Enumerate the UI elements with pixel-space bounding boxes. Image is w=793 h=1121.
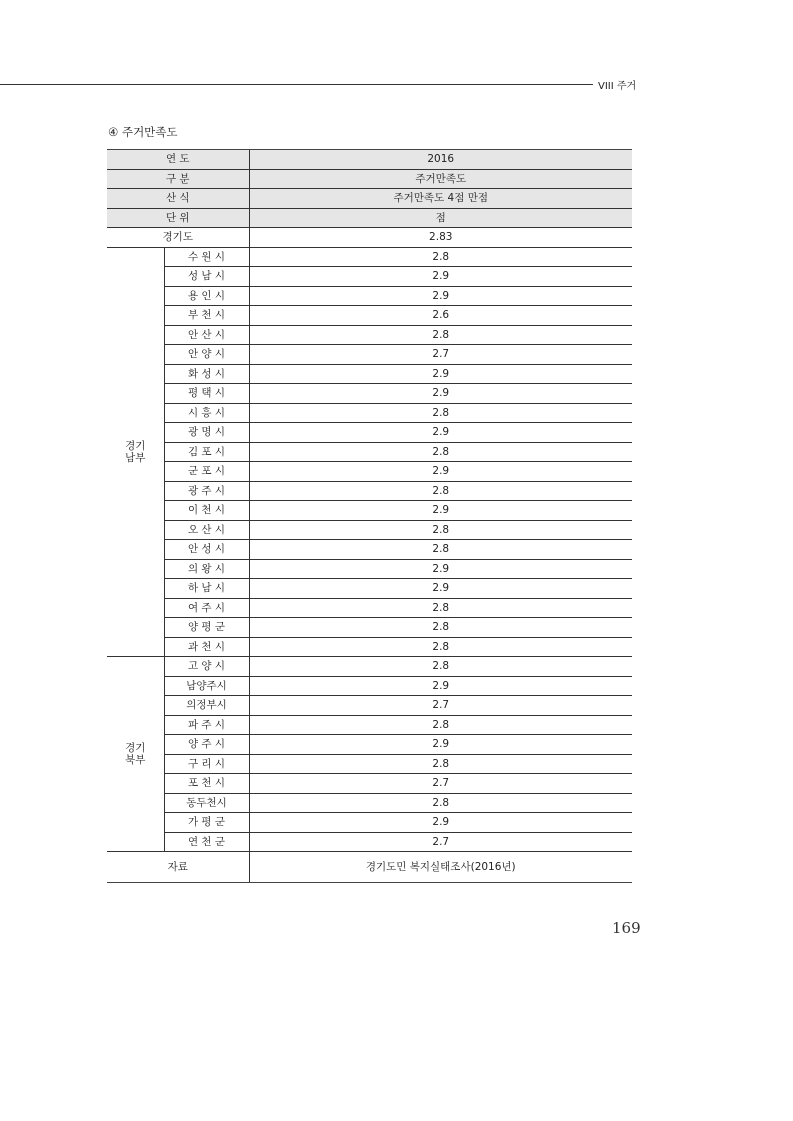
city-value: 2.6 [249, 306, 632, 326]
city-value: 2.7 [249, 774, 632, 794]
table-row [107, 793, 632, 813]
city-name: 고 양 시 [164, 657, 249, 677]
city-value: 2.9 [249, 462, 632, 482]
city-value: 2.9 [249, 501, 632, 521]
province-label: 경기도 [107, 228, 249, 248]
table-row [107, 267, 632, 287]
table-row [107, 462, 632, 482]
city-value: 2.8 [249, 715, 632, 735]
city-name: 수 원 시 [164, 247, 249, 267]
table-row [107, 754, 632, 774]
region-group-label: 경기 남부 [107, 247, 164, 657]
city-value: 2.9 [249, 559, 632, 579]
table-row [107, 696, 632, 716]
city-value: 2.8 [249, 247, 632, 267]
city-name: 의정부시 [164, 696, 249, 716]
table-row [107, 501, 632, 521]
table-row [107, 286, 632, 306]
city-value: 2.8 [249, 520, 632, 540]
table-row [107, 520, 632, 540]
table-row [107, 598, 632, 618]
city-name: 화 성 시 [164, 364, 249, 384]
city-name: 시 흥 시 [164, 403, 249, 423]
city-name: 안 양 시 [164, 345, 249, 365]
table-body [107, 150, 632, 883]
table-row [107, 657, 632, 677]
city-value: 2.9 [249, 813, 632, 833]
city-value: 2.8 [249, 481, 632, 501]
city-name: 평 택 시 [164, 384, 249, 404]
city-value: 2.8 [249, 598, 632, 618]
table-row [107, 247, 632, 267]
city-name: 용 인 시 [164, 286, 249, 306]
city-name: 양 주 시 [164, 735, 249, 755]
city-name: 이 천 시 [164, 501, 249, 521]
table-row [107, 735, 632, 755]
city-value: 2.8 [249, 793, 632, 813]
table-row [107, 442, 632, 462]
city-name: 광 주 시 [164, 481, 249, 501]
table-row [107, 618, 632, 638]
table-row [107, 559, 632, 579]
city-name: 안 성 시 [164, 540, 249, 560]
table-row [107, 715, 632, 735]
meta-label: 산 식 [107, 189, 249, 209]
table-row [107, 832, 632, 852]
table-row [107, 637, 632, 657]
table-row [107, 325, 632, 345]
region-group-label: 경기 북부 [107, 657, 164, 852]
city-name: 구 리 시 [164, 754, 249, 774]
meta-row [107, 208, 632, 228]
meta-value: 주거만족도 4점 만점 [249, 189, 632, 209]
city-name: 포 천 시 [164, 774, 249, 794]
city-value: 2.9 [249, 579, 632, 599]
source-label: 자료 [107, 852, 249, 883]
city-value: 2.7 [249, 345, 632, 365]
meta-row [107, 169, 632, 189]
city-name: 연 천 군 [164, 832, 249, 852]
table-row [107, 774, 632, 794]
satisfaction-table [107, 149, 632, 883]
province-row [107, 228, 632, 248]
meta-value: 점 [249, 208, 632, 228]
table-row [107, 384, 632, 404]
city-value: 2.9 [249, 384, 632, 404]
meta-value: 2016 [249, 150, 632, 170]
city-name: 동두천시 [164, 793, 249, 813]
source-value: 경기도민 복지실태조사(2016년) [249, 852, 632, 883]
source-row [107, 852, 632, 883]
city-name: 김 포 시 [164, 442, 249, 462]
city-name: 가 평 군 [164, 813, 249, 833]
city-value: 2.7 [249, 696, 632, 716]
meta-label: 구 분 [107, 169, 249, 189]
city-name: 부 천 시 [164, 306, 249, 326]
city-name: 성 남 시 [164, 267, 249, 287]
province-value: 2.83 [249, 228, 632, 248]
table-row [107, 579, 632, 599]
meta-value: 주거만족도 [249, 169, 632, 189]
city-value: 2.8 [249, 442, 632, 462]
city-value: 2.7 [249, 832, 632, 852]
city-value: 2.9 [249, 364, 632, 384]
city-value: 2.8 [249, 754, 632, 774]
city-value: 2.8 [249, 540, 632, 560]
city-name: 파 주 시 [164, 715, 249, 735]
page-number: 169 [612, 919, 641, 937]
table-row [107, 540, 632, 560]
city-name: 양 평 군 [164, 618, 249, 638]
meta-label: 연 도 [107, 150, 249, 170]
meta-row [107, 189, 632, 209]
city-value: 2.9 [249, 286, 632, 306]
section-title: ④ 주거만족도 [108, 125, 178, 139]
city-name: 군 포 시 [164, 462, 249, 482]
city-name: 광 명 시 [164, 423, 249, 443]
city-value: 2.8 [249, 657, 632, 677]
city-value: 2.9 [249, 676, 632, 696]
city-value: 2.8 [249, 325, 632, 345]
city-value: 2.9 [249, 423, 632, 443]
city-name: 오 산 시 [164, 520, 249, 540]
table-row [107, 813, 632, 833]
table-row [107, 423, 632, 443]
table-row [107, 345, 632, 365]
table-row [107, 364, 632, 384]
city-value: 2.9 [249, 735, 632, 755]
city-name: 남양주시 [164, 676, 249, 696]
city-name: 하 남 시 [164, 579, 249, 599]
city-name: 여 주 시 [164, 598, 249, 618]
table-row [107, 403, 632, 423]
meta-row [107, 150, 632, 170]
header-rule [0, 84, 593, 85]
city-value: 2.8 [249, 637, 632, 657]
chapter-label: VIII 주거 [598, 81, 637, 92]
city-name: 안 산 시 [164, 325, 249, 345]
city-name: 과 천 시 [164, 637, 249, 657]
meta-label: 단 위 [107, 208, 249, 228]
city-value: 2.9 [249, 267, 632, 287]
table-row [107, 481, 632, 501]
city-value: 2.8 [249, 403, 632, 423]
table-row [107, 306, 632, 326]
table-row [107, 676, 632, 696]
city-name: 의 왕 시 [164, 559, 249, 579]
city-value: 2.8 [249, 618, 632, 638]
